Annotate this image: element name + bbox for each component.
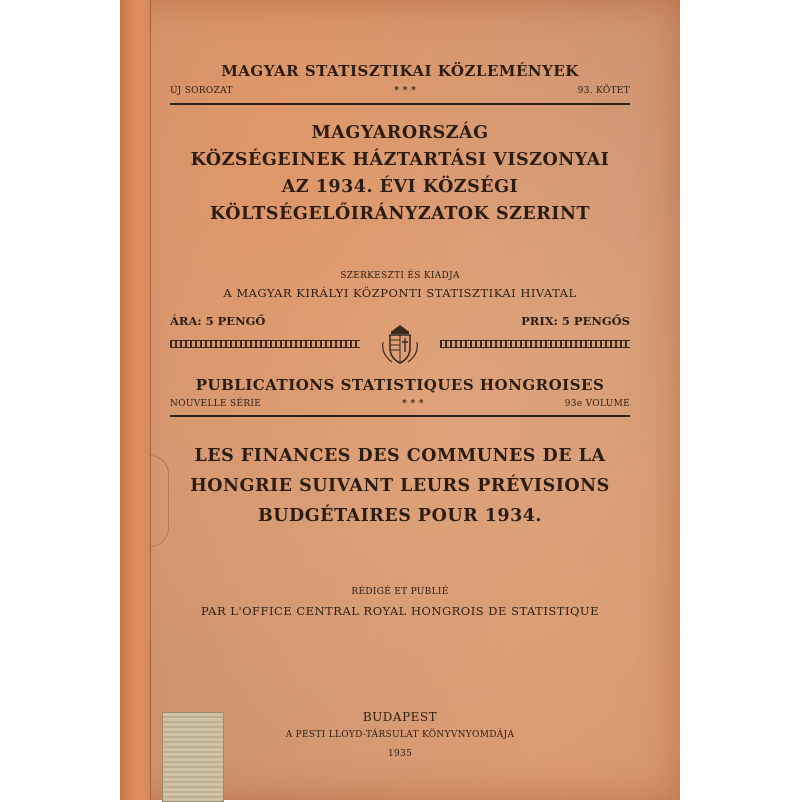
title-line: BUDGÉTAIRES POUR 1934.: [257, 506, 543, 526]
ornament-row: [170, 322, 630, 366]
series-info-hu: [170, 86, 630, 96]
series-stars-fr: * * *: [402, 399, 424, 409]
header-rule-fr: [170, 415, 630, 417]
imprint-year: 1935: [387, 749, 413, 759]
book-spine: [120, 0, 151, 800]
title-line: AZ 1934. ÉVI KÖZSÉGI: [281, 177, 519, 197]
ornament-right: [440, 340, 630, 348]
ornament-left: [170, 340, 360, 348]
title-line: LES FINANCES DES COMMUNES DE LA: [194, 446, 606, 466]
title-line: MAGYARORSZÁG: [311, 123, 489, 143]
volume-label-hu: 93. KÖTET: [577, 86, 630, 96]
editor-label-fr: RÉDIGÉ ET PUBLIÉ: [351, 587, 449, 597]
main-title-fr: [170, 441, 630, 531]
imprint-city: BUDAPEST: [362, 710, 438, 724]
hungarian-coat-of-arms-icon: [378, 322, 422, 366]
imprint-printer: A PESTI LLOYD-TÁRSULAT KÖNYVNYOMDÁJA: [285, 730, 515, 740]
series-title-hu: MAGYAR STATISZTIKAI KÖZLEMÉNYEK: [221, 62, 579, 80]
header-rule-hu: [170, 103, 630, 105]
title-line: KÖZSÉGEINEK HÁZTARTÁSI VISZONYAI: [190, 150, 610, 170]
series-label-fr: NOUVELLE SÉRIE: [170, 399, 262, 409]
editor-label-hu: SZERKESZTI ÉS KIADJA: [340, 271, 460, 281]
title-line: KÖLTSÉGELŐIRÁNYZATOK SZERINT: [210, 204, 590, 224]
publisher-fr: PAR L'OFFICE CENTRAL ROYAL HONGROIS DE STATISTIQUE: [201, 604, 599, 618]
price-hu: ÁRA: 5 PENGŐ: [170, 314, 266, 328]
main-title-hu: [170, 120, 630, 228]
book-cover: [120, 0, 680, 800]
cover-flap-edge: [150, 455, 169, 547]
series-label-hu: ÚJ SOROZAT: [170, 86, 233, 96]
title-line: HONGRIE SUIVANT LEURS PRÉVISIONS: [190, 476, 610, 496]
series-title-fr: PUBLICATIONS STATISTIQUES HONGROISES: [195, 376, 605, 394]
publisher-hu: A MAGYAR KIRÁLYI KÖZPONTI STATISZTIKAI HIVATAL: [223, 286, 577, 300]
volume-label-fr: 93e VOLUME: [564, 399, 630, 409]
price-fr: PRIX: 5 PENGŐS: [521, 314, 630, 328]
series-info-fr: [170, 399, 630, 409]
series-stars-hu: * * *: [394, 86, 417, 96]
